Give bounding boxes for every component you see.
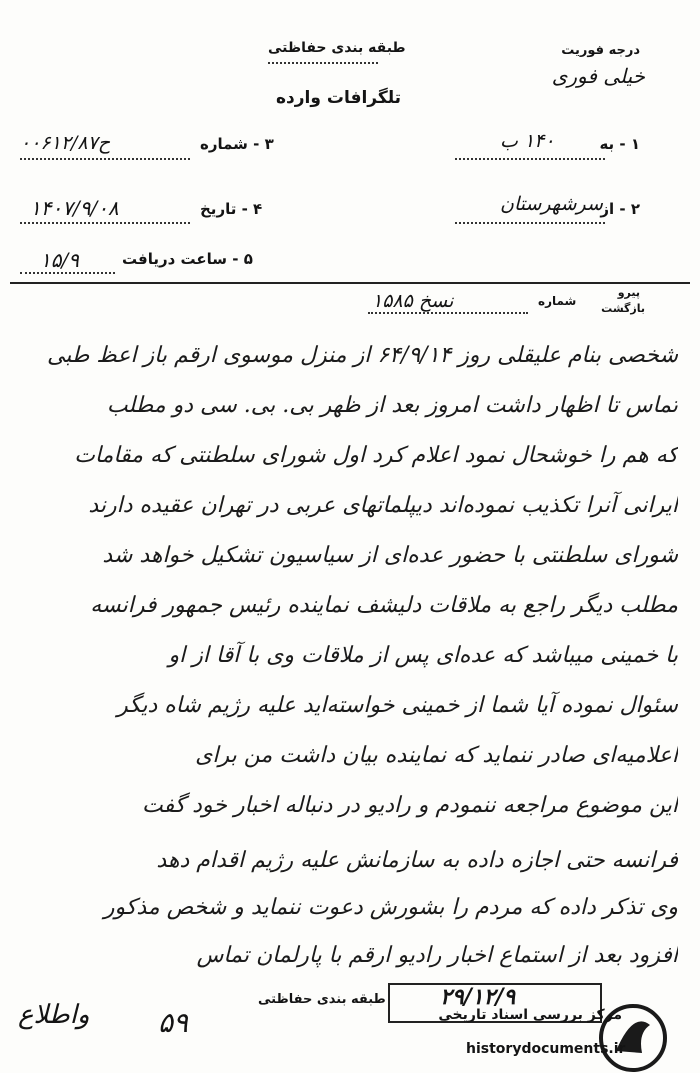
- reference-label-top: پیرو: [617, 286, 640, 299]
- reference-number-value: نسخ ۱۵۸۵: [372, 290, 454, 312]
- to-label: ۱ - به: [599, 135, 640, 153]
- received-time-dotted-line: [20, 272, 115, 274]
- classification-dotted-line: [268, 62, 378, 64]
- body-line: که هم را خوشحال نمود اعلام کرد اول شورای سلطنتی که مقامات: [74, 443, 678, 468]
- to-dotted-line: [455, 158, 605, 160]
- reference-number-label: شماره: [538, 294, 577, 308]
- document-title: تلگرافات وارده: [276, 88, 402, 108]
- serial-number: ۲۹/۱۲/۹: [440, 984, 516, 1010]
- margin-note: واطلاع: [18, 1000, 90, 1030]
- number-dotted-line: [20, 158, 190, 160]
- body-line: شخصی بنام علیقلی روز ۶۴/۹/۱۴ از منزل موسوی ارقم باز اعظ طبی: [46, 343, 678, 368]
- reference-label-bottom: بازگشت: [601, 302, 645, 315]
- archive-watermark: [438, 985, 700, 1073]
- archive-url: historydocuments.ir: [466, 1041, 626, 1057]
- from-label: ۲ - از: [600, 200, 640, 218]
- archive-title: مرکز بررسی اسناد تاریخی: [438, 1007, 622, 1023]
- received-time-value: ۱۵/۹: [40, 248, 79, 272]
- from-value: سرشهرستان: [500, 193, 603, 215]
- number-label: ۳ - شماره: [200, 135, 274, 153]
- body-line: مطلب دیگر راجع به ملاقات دلیشف نماینده رئیس جمهور فرانسه: [90, 593, 678, 618]
- to-value: ۱۴۰ ب: [500, 130, 555, 152]
- body-line: وی تذکر داده که مردم را بشورش دعوت ننماید و شخص مذکور: [103, 895, 678, 920]
- from-dotted-line: [455, 222, 605, 224]
- page-mark: ۵۹: [158, 1006, 189, 1039]
- received-time-label: ۵ - ساعت دریافت: [122, 250, 253, 268]
- body-line: فرانسه حتی اجازه داده به سازمانش علیه رژیم اقدام دهد: [156, 848, 678, 873]
- header-divider: [10, 282, 690, 284]
- date-dotted-line: [20, 222, 190, 224]
- body-line: سئوال نموده آیا شما از خمینی خواسته‌اید علیه رژیم شاه دیگر: [117, 693, 678, 718]
- body-line: شورای سلطنتی با حضور عده‌ای از سیاسیون تشکیل خواهد شد: [102, 543, 678, 568]
- date-value: ۱۴۰۷/۹/۰۸: [30, 196, 119, 220]
- body-line: با خمینی میباشد که عده‌ای پس از ملاقات وی با آقا از او: [168, 643, 678, 668]
- body-line: افزود بعد از استماع اخبار رادیو ارقم با پارلمان تماس: [196, 943, 678, 968]
- classification-footer: طبقه بندی حفاظتی: [258, 992, 386, 1007]
- date-label: ۴ - تاریخ: [200, 200, 263, 218]
- body-line: ایرانی آنرا تکذیب نموده‌اند دیپلماتهای عربی در تهران عقیده دارند: [88, 493, 678, 518]
- classification-header: طبقه بندی حفاظتی: [268, 40, 406, 56]
- reference-dotted-line: [368, 312, 528, 314]
- body-line: این موضوع مراجعه ننمودم و رادیو در دنباله اخبار خود گفت: [141, 793, 678, 818]
- priority-label: درجه فوریت: [561, 43, 640, 58]
- priority-value: خیلی فوری: [551, 64, 645, 88]
- number-value: ح۰۰۶۱۲/۸۷: [20, 132, 111, 154]
- body-line: تماس تا اظهار داشت امروز بعد از ظهر بی. بی. سی دو مطلب: [106, 393, 678, 418]
- body-line: اعلامیه‌ای صادر ننماید که نماینده بیان داشت من برای: [195, 743, 678, 768]
